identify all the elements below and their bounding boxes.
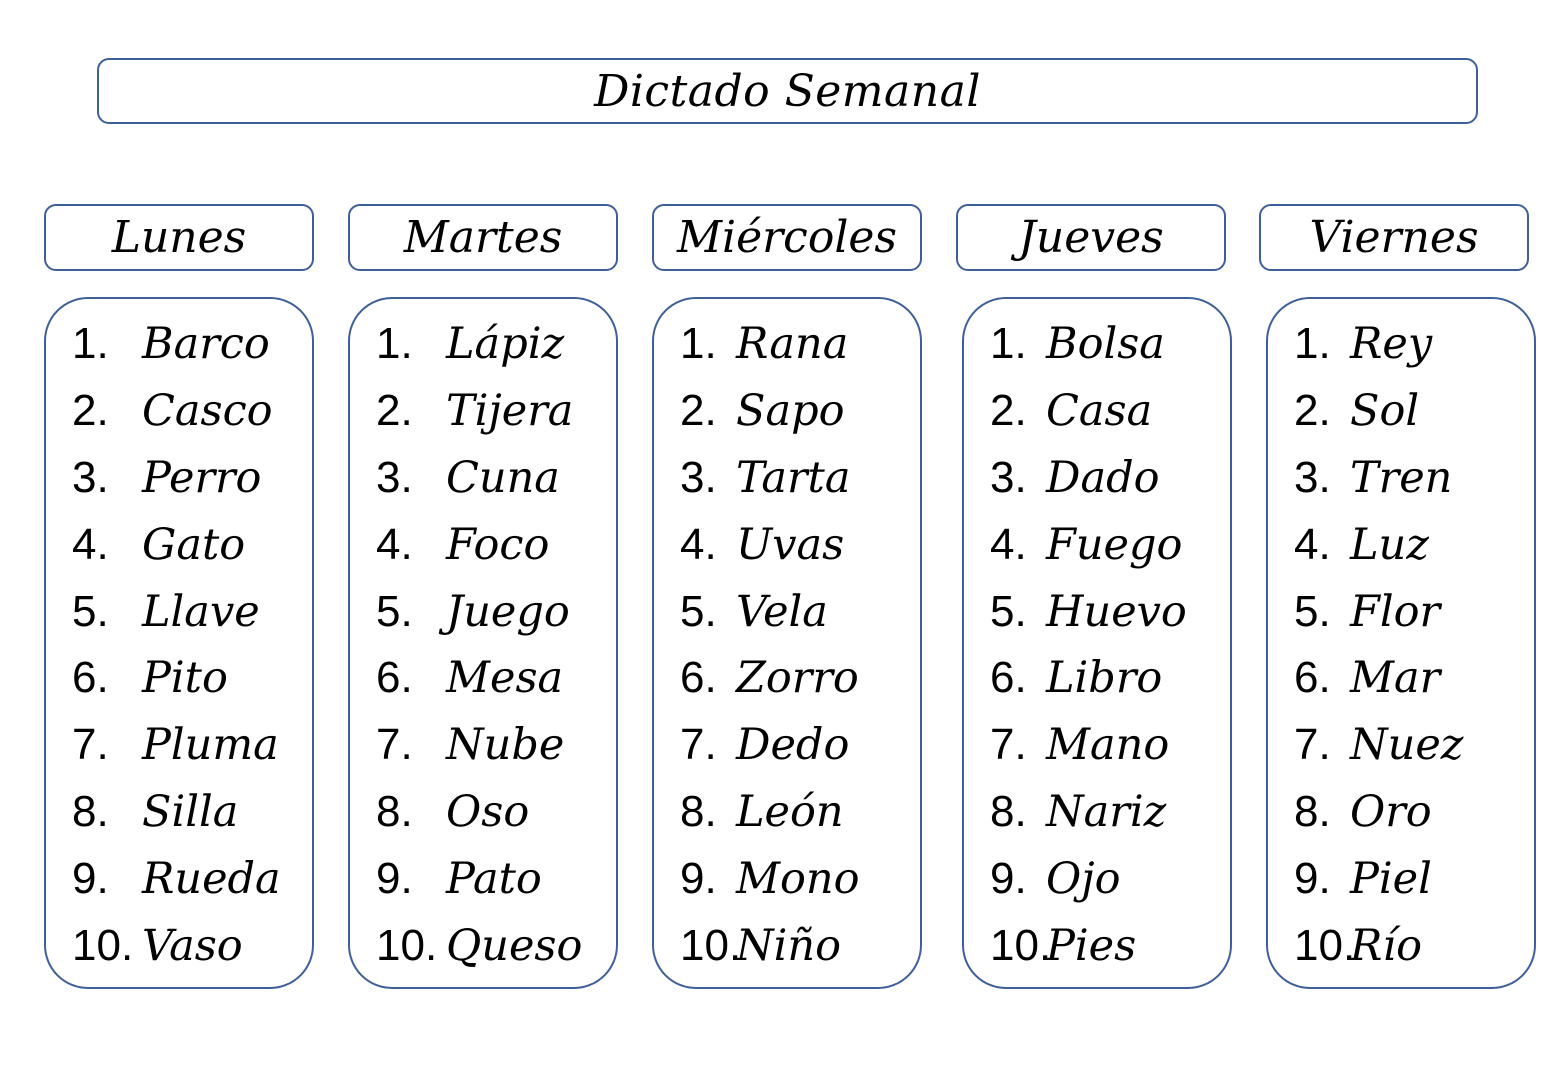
item-number: 4. — [72, 519, 109, 569]
dictation-word: Tijera — [446, 386, 574, 437]
dictation-word: Mano — [1046, 720, 1170, 771]
dictation-word: Dado — [1046, 452, 1160, 503]
item-number: 1. — [1294, 319, 1331, 369]
item-number: 7. — [72, 720, 109, 770]
item-number: 10. — [376, 920, 438, 970]
item-number: 2. — [680, 386, 717, 436]
item-number: 8. — [1294, 786, 1331, 836]
dictation-word: Oro — [1350, 786, 1432, 837]
item-number: 10. — [72, 920, 134, 970]
dictation-word: Uvas — [736, 519, 845, 570]
word-box-martes — [348, 297, 618, 989]
list-item — [72, 445, 306, 512]
item-number: 8. — [72, 786, 109, 836]
item-number: 4. — [990, 519, 1027, 569]
list-item — [1294, 912, 1528, 979]
item-number: 5. — [376, 586, 413, 636]
dictation-word: Barco — [142, 319, 270, 370]
list-item — [72, 645, 306, 712]
dictation-word: Pato — [446, 853, 542, 904]
list-item — [990, 378, 1224, 445]
word-list — [1294, 311, 1528, 979]
list-item — [680, 845, 914, 912]
list-item — [72, 578, 306, 645]
list-item — [376, 712, 610, 779]
dictation-word: Pito — [142, 653, 228, 704]
item-number: 2. — [990, 386, 1027, 436]
dictation-word: Zorro — [736, 653, 859, 704]
item-number: 4. — [376, 519, 413, 569]
dictation-word: Nariz — [1046, 786, 1167, 837]
dictation-word: Perro — [142, 452, 262, 503]
item-number: 2. — [72, 386, 109, 436]
list-item — [680, 445, 914, 512]
item-number: 3. — [990, 452, 1027, 502]
item-number: 2. — [376, 386, 413, 436]
item-number: 9. — [376, 853, 413, 903]
list-item — [990, 311, 1224, 378]
list-item — [376, 845, 610, 912]
list-item — [1294, 445, 1528, 512]
item-number: 10. — [990, 920, 1052, 970]
list-item — [680, 779, 914, 846]
item-number: 4. — [680, 519, 717, 569]
dictation-word: Mesa — [446, 653, 564, 704]
dictation-word: Mar — [1350, 653, 1441, 704]
dictation-word: Río — [1350, 920, 1423, 971]
list-item — [990, 645, 1224, 712]
dictation-word: Casco — [142, 386, 273, 437]
dictation-word: Pies — [1046, 920, 1137, 971]
list-item — [1294, 779, 1528, 846]
list-item — [990, 511, 1224, 578]
list-item — [376, 511, 610, 578]
item-number: 9. — [990, 853, 1027, 903]
item-number: 9. — [680, 853, 717, 903]
list-item — [72, 712, 306, 779]
item-number: 9. — [1294, 853, 1331, 903]
word-box-lunes — [44, 297, 314, 989]
dictation-word: Queso — [446, 920, 583, 971]
list-item — [990, 712, 1224, 779]
list-item — [990, 912, 1224, 979]
item-number: 9. — [72, 853, 109, 903]
word-list — [376, 311, 610, 979]
word-box-miercoles — [652, 297, 922, 989]
list-item — [1294, 712, 1528, 779]
item-number: 7. — [680, 720, 717, 770]
day-header-martes — [348, 204, 618, 271]
dictation-word: Foco — [446, 519, 550, 570]
list-item — [680, 645, 914, 712]
dictation-word: Luz — [1350, 519, 1429, 570]
dictation-word: Ojo — [1046, 853, 1121, 904]
dictation-word: Sapo — [736, 386, 845, 437]
list-item — [680, 311, 914, 378]
list-item — [72, 311, 306, 378]
dictation-word: Mono — [736, 853, 860, 904]
day-name: Martes — [403, 212, 563, 263]
dictation-word: Cuna — [446, 452, 560, 503]
list-item — [680, 578, 914, 645]
list-item — [990, 445, 1224, 512]
item-number: 1. — [376, 319, 413, 369]
list-item — [376, 912, 610, 979]
list-item — [72, 779, 306, 846]
list-item — [680, 912, 914, 979]
item-number: 1. — [990, 319, 1027, 369]
list-item — [376, 311, 610, 378]
item-number: 7. — [990, 720, 1027, 770]
list-item — [376, 378, 610, 445]
list-item — [1294, 845, 1528, 912]
list-item — [1294, 578, 1528, 645]
item-number: 3. — [72, 452, 109, 502]
dictation-word: Bolsa — [1046, 319, 1165, 370]
item-number: 10. — [1294, 920, 1356, 970]
item-number: 6. — [990, 653, 1027, 703]
day-name: Lunes — [111, 212, 247, 263]
list-item — [680, 378, 914, 445]
dictation-word: Lápiz — [446, 319, 565, 370]
word-box-viernes — [1266, 297, 1536, 989]
dictation-word: Llave — [142, 586, 260, 637]
dictation-word: Juego — [446, 586, 570, 637]
item-number: 5. — [1294, 586, 1331, 636]
item-number: 7. — [376, 720, 413, 770]
day-header-lunes — [44, 204, 314, 271]
item-number: 8. — [680, 786, 717, 836]
dictation-word: Flor — [1350, 586, 1441, 637]
dictation-word: Pluma — [142, 720, 279, 771]
day-header-jueves — [956, 204, 1226, 271]
dictation-word: Nuez — [1350, 720, 1464, 771]
dictation-word: Rana — [736, 319, 849, 370]
word-list — [72, 311, 306, 979]
day-name: Miércoles — [676, 212, 898, 263]
list-item — [376, 578, 610, 645]
dictation-word: Vela — [736, 586, 828, 637]
word-box-jueves — [962, 297, 1232, 989]
day-name: Jueves — [1018, 212, 1164, 263]
item-number: 1. — [680, 319, 717, 369]
list-item — [680, 712, 914, 779]
day-header-miercoles — [652, 204, 922, 271]
item-number: 3. — [376, 452, 413, 502]
item-number: 8. — [376, 786, 413, 836]
dictation-word: Huevo — [1046, 586, 1187, 637]
dictation-word: Libro — [1046, 653, 1163, 704]
item-number: 5. — [990, 586, 1027, 636]
list-item — [990, 578, 1224, 645]
list-item — [72, 511, 306, 578]
dictation-word: Piel — [1350, 853, 1432, 904]
list-item — [376, 645, 610, 712]
item-number: 8. — [990, 786, 1027, 836]
title-box — [97, 58, 1478, 124]
dictation-word: Tarta — [736, 452, 851, 503]
dictation-word: Niño — [736, 920, 841, 971]
day-header-viernes — [1259, 204, 1529, 271]
day-name: Viernes — [1309, 212, 1479, 263]
item-number: 6. — [376, 653, 413, 703]
dictation-word: Rey — [1350, 319, 1433, 370]
list-item — [376, 779, 610, 846]
list-item — [990, 845, 1224, 912]
item-number: 1. — [72, 319, 109, 369]
dictation-word: Fuego — [1046, 519, 1183, 570]
dictation-word: Vaso — [142, 920, 243, 971]
item-number: 10. — [680, 920, 742, 970]
dictation-word: Rueda — [142, 853, 281, 904]
item-number: 3. — [1294, 452, 1331, 502]
item-number: 6. — [72, 653, 109, 703]
page-title: Dictado Semanal — [594, 65, 981, 117]
list-item — [376, 445, 610, 512]
word-list — [990, 311, 1224, 979]
item-number: 6. — [1294, 653, 1331, 703]
list-item — [72, 378, 306, 445]
dictation-word: León — [736, 786, 844, 837]
list-item — [680, 511, 914, 578]
dictation-word: Casa — [1046, 386, 1153, 437]
item-number: 3. — [680, 452, 717, 502]
item-number: 6. — [680, 653, 717, 703]
list-item — [72, 845, 306, 912]
list-item — [1294, 378, 1528, 445]
list-item — [1294, 311, 1528, 378]
dictation-word: Dedo — [736, 720, 850, 771]
dictation-word: Tren — [1350, 452, 1453, 503]
list-item — [72, 912, 306, 979]
dictation-word: Oso — [446, 786, 530, 837]
item-number: 2. — [1294, 386, 1331, 436]
list-item — [1294, 645, 1528, 712]
dictation-word: Silla — [142, 786, 239, 837]
dictation-word: Sol — [1350, 386, 1420, 437]
item-number: 5. — [72, 586, 109, 636]
item-number: 7. — [1294, 720, 1331, 770]
list-item — [990, 779, 1224, 846]
item-number: 5. — [680, 586, 717, 636]
dictation-word: Gato — [142, 519, 246, 570]
list-item — [1294, 511, 1528, 578]
word-list — [680, 311, 914, 979]
dictation-word: Nube — [446, 720, 565, 771]
item-number: 4. — [1294, 519, 1331, 569]
